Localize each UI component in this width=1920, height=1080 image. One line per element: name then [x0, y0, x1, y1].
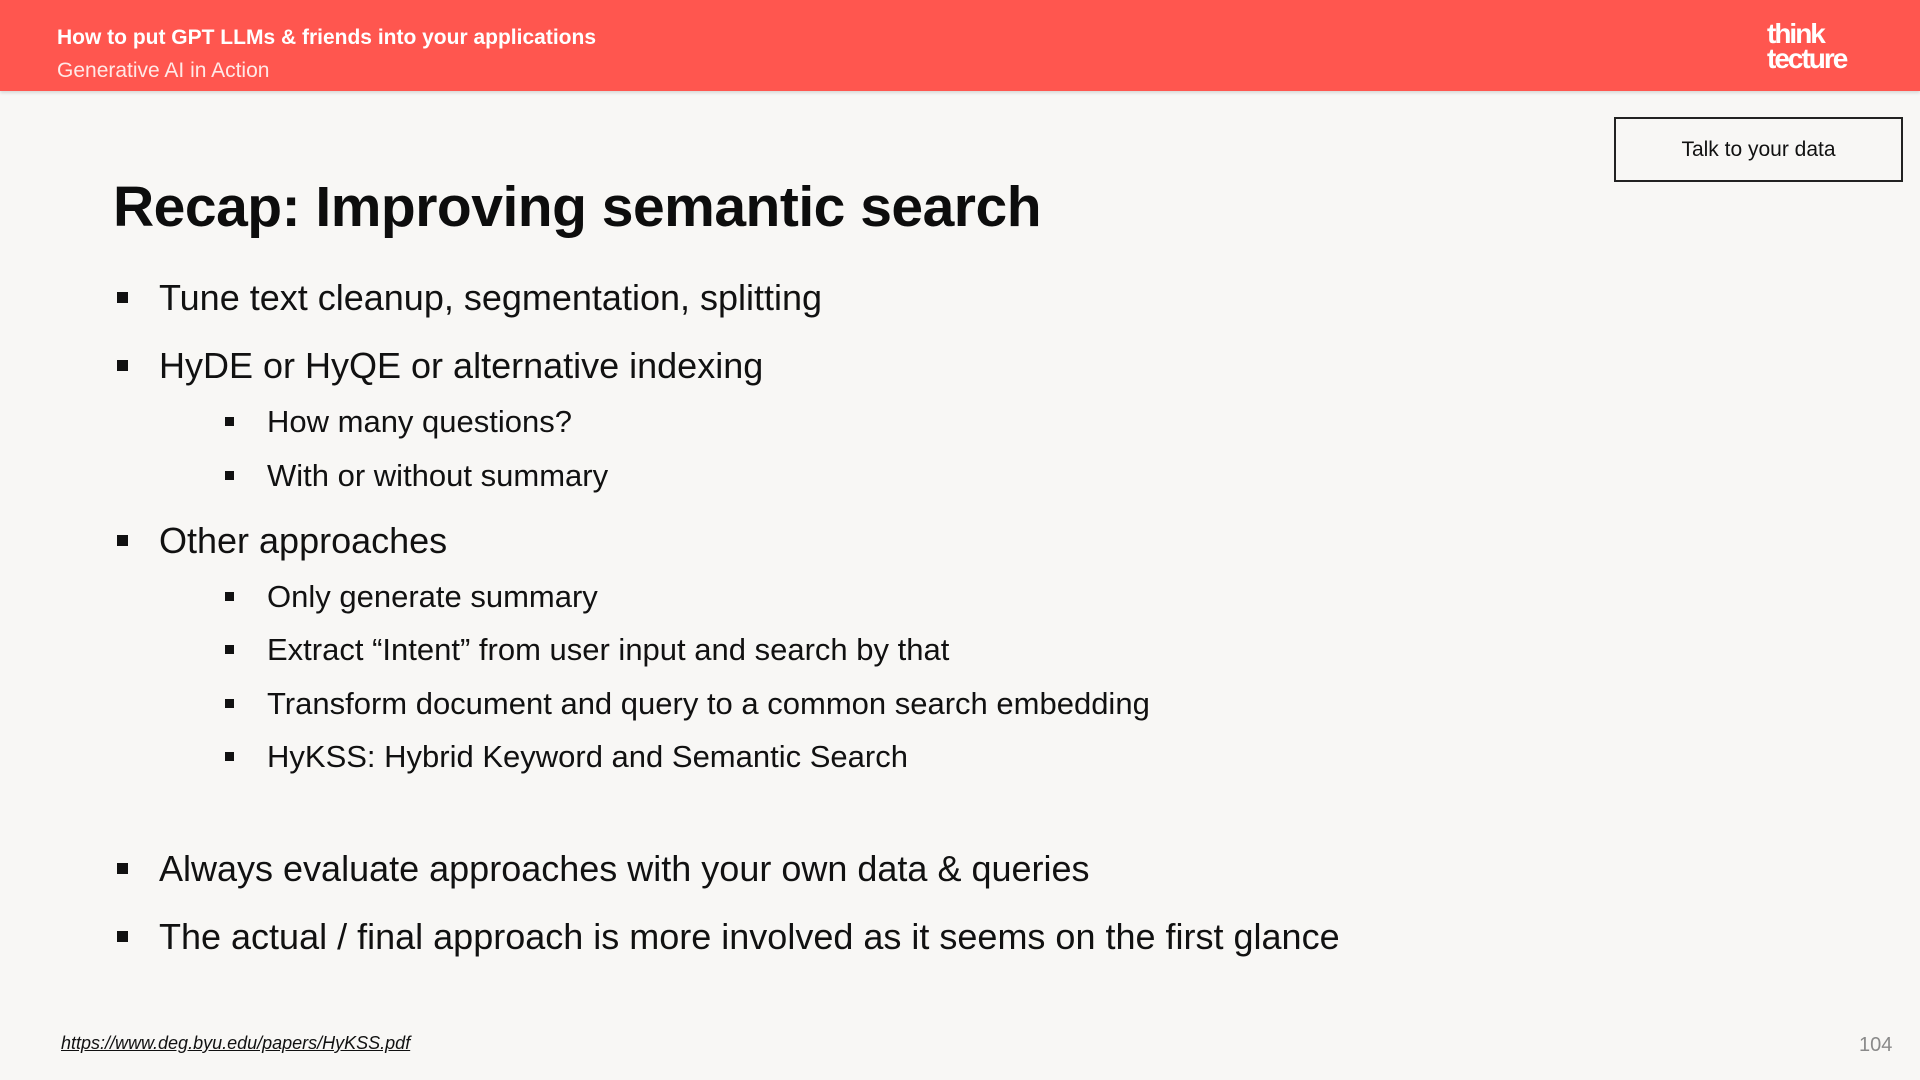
- presentation-subtitle: Generative AI in Action: [57, 59, 270, 82]
- slide-title: Recap: Improving semantic search: [113, 175, 1042, 239]
- sub-bullet-item: Extract “Intent” from user input and search by that: [267, 632, 950, 667]
- sub-bullet-item: Only generate summary: [267, 579, 598, 614]
- bullet-item: The actual / final approach is more involved as it seems on the first glance: [159, 916, 1340, 957]
- reference-link[interactable]: https://www.deg.byu.edu/papers/HyKSS.pdf: [61, 1033, 411, 1053]
- sub-bullet-item: With or without summary: [267, 458, 609, 493]
- bullet-item: Other approaches: [159, 520, 448, 561]
- bullet-item: HyDE or HyQE or alternative indexing: [159, 345, 764, 386]
- sub-bullet-item: Transform document and query to a common search embedding: [267, 686, 1150, 721]
- sub-bullet-item: How many questions?: [267, 404, 572, 439]
- page-number: 104: [1859, 1034, 1893, 1056]
- logo-line-think: think: [1767, 18, 1824, 49]
- bullet-item: Tune text cleanup, segmentation, splitting: [159, 277, 823, 318]
- logo-line-tecture: tecture: [1767, 43, 1847, 74]
- section-tag: Talk to your data: [1614, 117, 1903, 182]
- bullet-item: Always evaluate approaches with your own data & queries: [159, 848, 1090, 889]
- sub-bullet-item: HyKSS: Hybrid Keyword and Semantic Search: [267, 739, 908, 774]
- presentation-title: How to put GPT LLMs & friends into your applications: [57, 26, 596, 49]
